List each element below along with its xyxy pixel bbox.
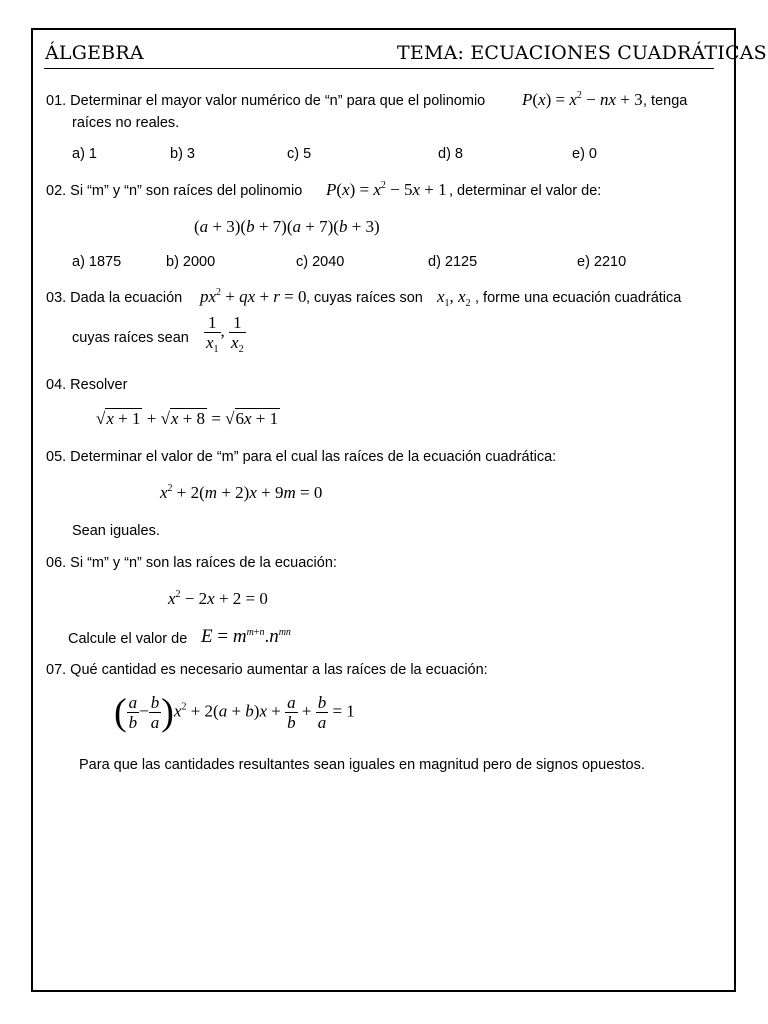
page-border	[31, 28, 736, 992]
q2-expression: (a + 3)(b + 7)(a + 7)(b + 3)	[194, 217, 380, 236]
q5-text-after: Sean iguales.	[72, 523, 160, 539]
q2-option-a: a) 1875	[72, 254, 122, 270]
topic-heading: TEMA: ECUACIONES CUADRÁTICAS	[397, 42, 767, 64]
q7-equation: ( $\frac{a}{b}$ − $\frac{b}{a}$ )$x^2 + 2(a + b)x$ + $\frac{a}{b}$ + $\frac{b}{a}$ = 1	[114, 691, 355, 734]
q2-text-after: , determinar el valor de:	[449, 183, 602, 199]
q5-text: 05. Determinar el valor de “m” para el cual las raíces de la ecuación cuadrática:	[46, 449, 557, 465]
q1-text: 01. Determinar el mayor valor numérico de “n” para que el polinomio	[46, 93, 486, 109]
subject-heading: ÁLGEBRA	[45, 42, 144, 64]
q3-text-a: 03. Dada la ecuación	[46, 290, 183, 306]
q3-text-b: , cuyas raíces son	[306, 290, 423, 306]
q6-expression: $E = m^{m+n}.n^{mn}$	[201, 626, 291, 647]
q7-text-after: Para que las cantidades resultantes sean iguales en magnitud pero de signos opuestos.	[79, 757, 645, 773]
q2-option-b: b) 2000	[166, 254, 216, 270]
q3-text-c: , forme una ecuación cuadrática	[475, 290, 682, 306]
q2-polynomial: $P(x) = x^2 - 5x + 1$	[326, 180, 447, 199]
q1-text-line2: raíces no reales.	[72, 115, 180, 131]
q1-option-c: c) 5	[287, 146, 312, 162]
q6-equation: $x^2 - 2x + 2 = 0$	[168, 589, 268, 608]
q3-text-line2: cuyas raíces sean	[72, 330, 189, 346]
q1-text-after: , tenga	[643, 93, 688, 109]
q3-roots: $x_1$, $x_2$	[437, 287, 471, 309]
q4-equation: √x + 1 + √x + 8 = √6x + 1	[96, 409, 279, 428]
q2-option-c: c) 2040	[296, 254, 345, 270]
q3-equation: $px^2$ + qx + r = 0	[200, 287, 307, 306]
q6-text: 06. Si “m” y “n” son las raíces de la ecuación:	[46, 555, 337, 571]
q2-text: 02. Si “m” y “n” son raíces del polinomio	[46, 183, 303, 199]
q3-reciprocal-roots: $\frac{1}{x_1}$ , $\frac{1}{x_2}$	[206, 313, 244, 355]
q2-option-d: d) 2125	[428, 254, 478, 270]
q6-text-calc: Calcule el valor de	[68, 631, 188, 647]
q2-option-e: e) 2210	[577, 254, 627, 270]
header-rule	[44, 68, 714, 69]
q5-equation: $x^2 + 2(m + 2)x + 9m = 0$	[160, 483, 323, 502]
q7-text: 07. Qué cantidad es necesario aumentar a las raíces de la ecuación:	[46, 662, 488, 678]
q1-option-a: a) 1	[72, 146, 97, 162]
q1-option-e: e) 0	[572, 146, 597, 162]
q1-option-d: d) 8	[438, 146, 463, 162]
q1-polynomial: $P(x) = x^2$ − nx + 3	[522, 90, 643, 109]
q1-option-b: b) 3	[170, 146, 195, 162]
q4-text: 04. Resolver	[46, 377, 128, 393]
